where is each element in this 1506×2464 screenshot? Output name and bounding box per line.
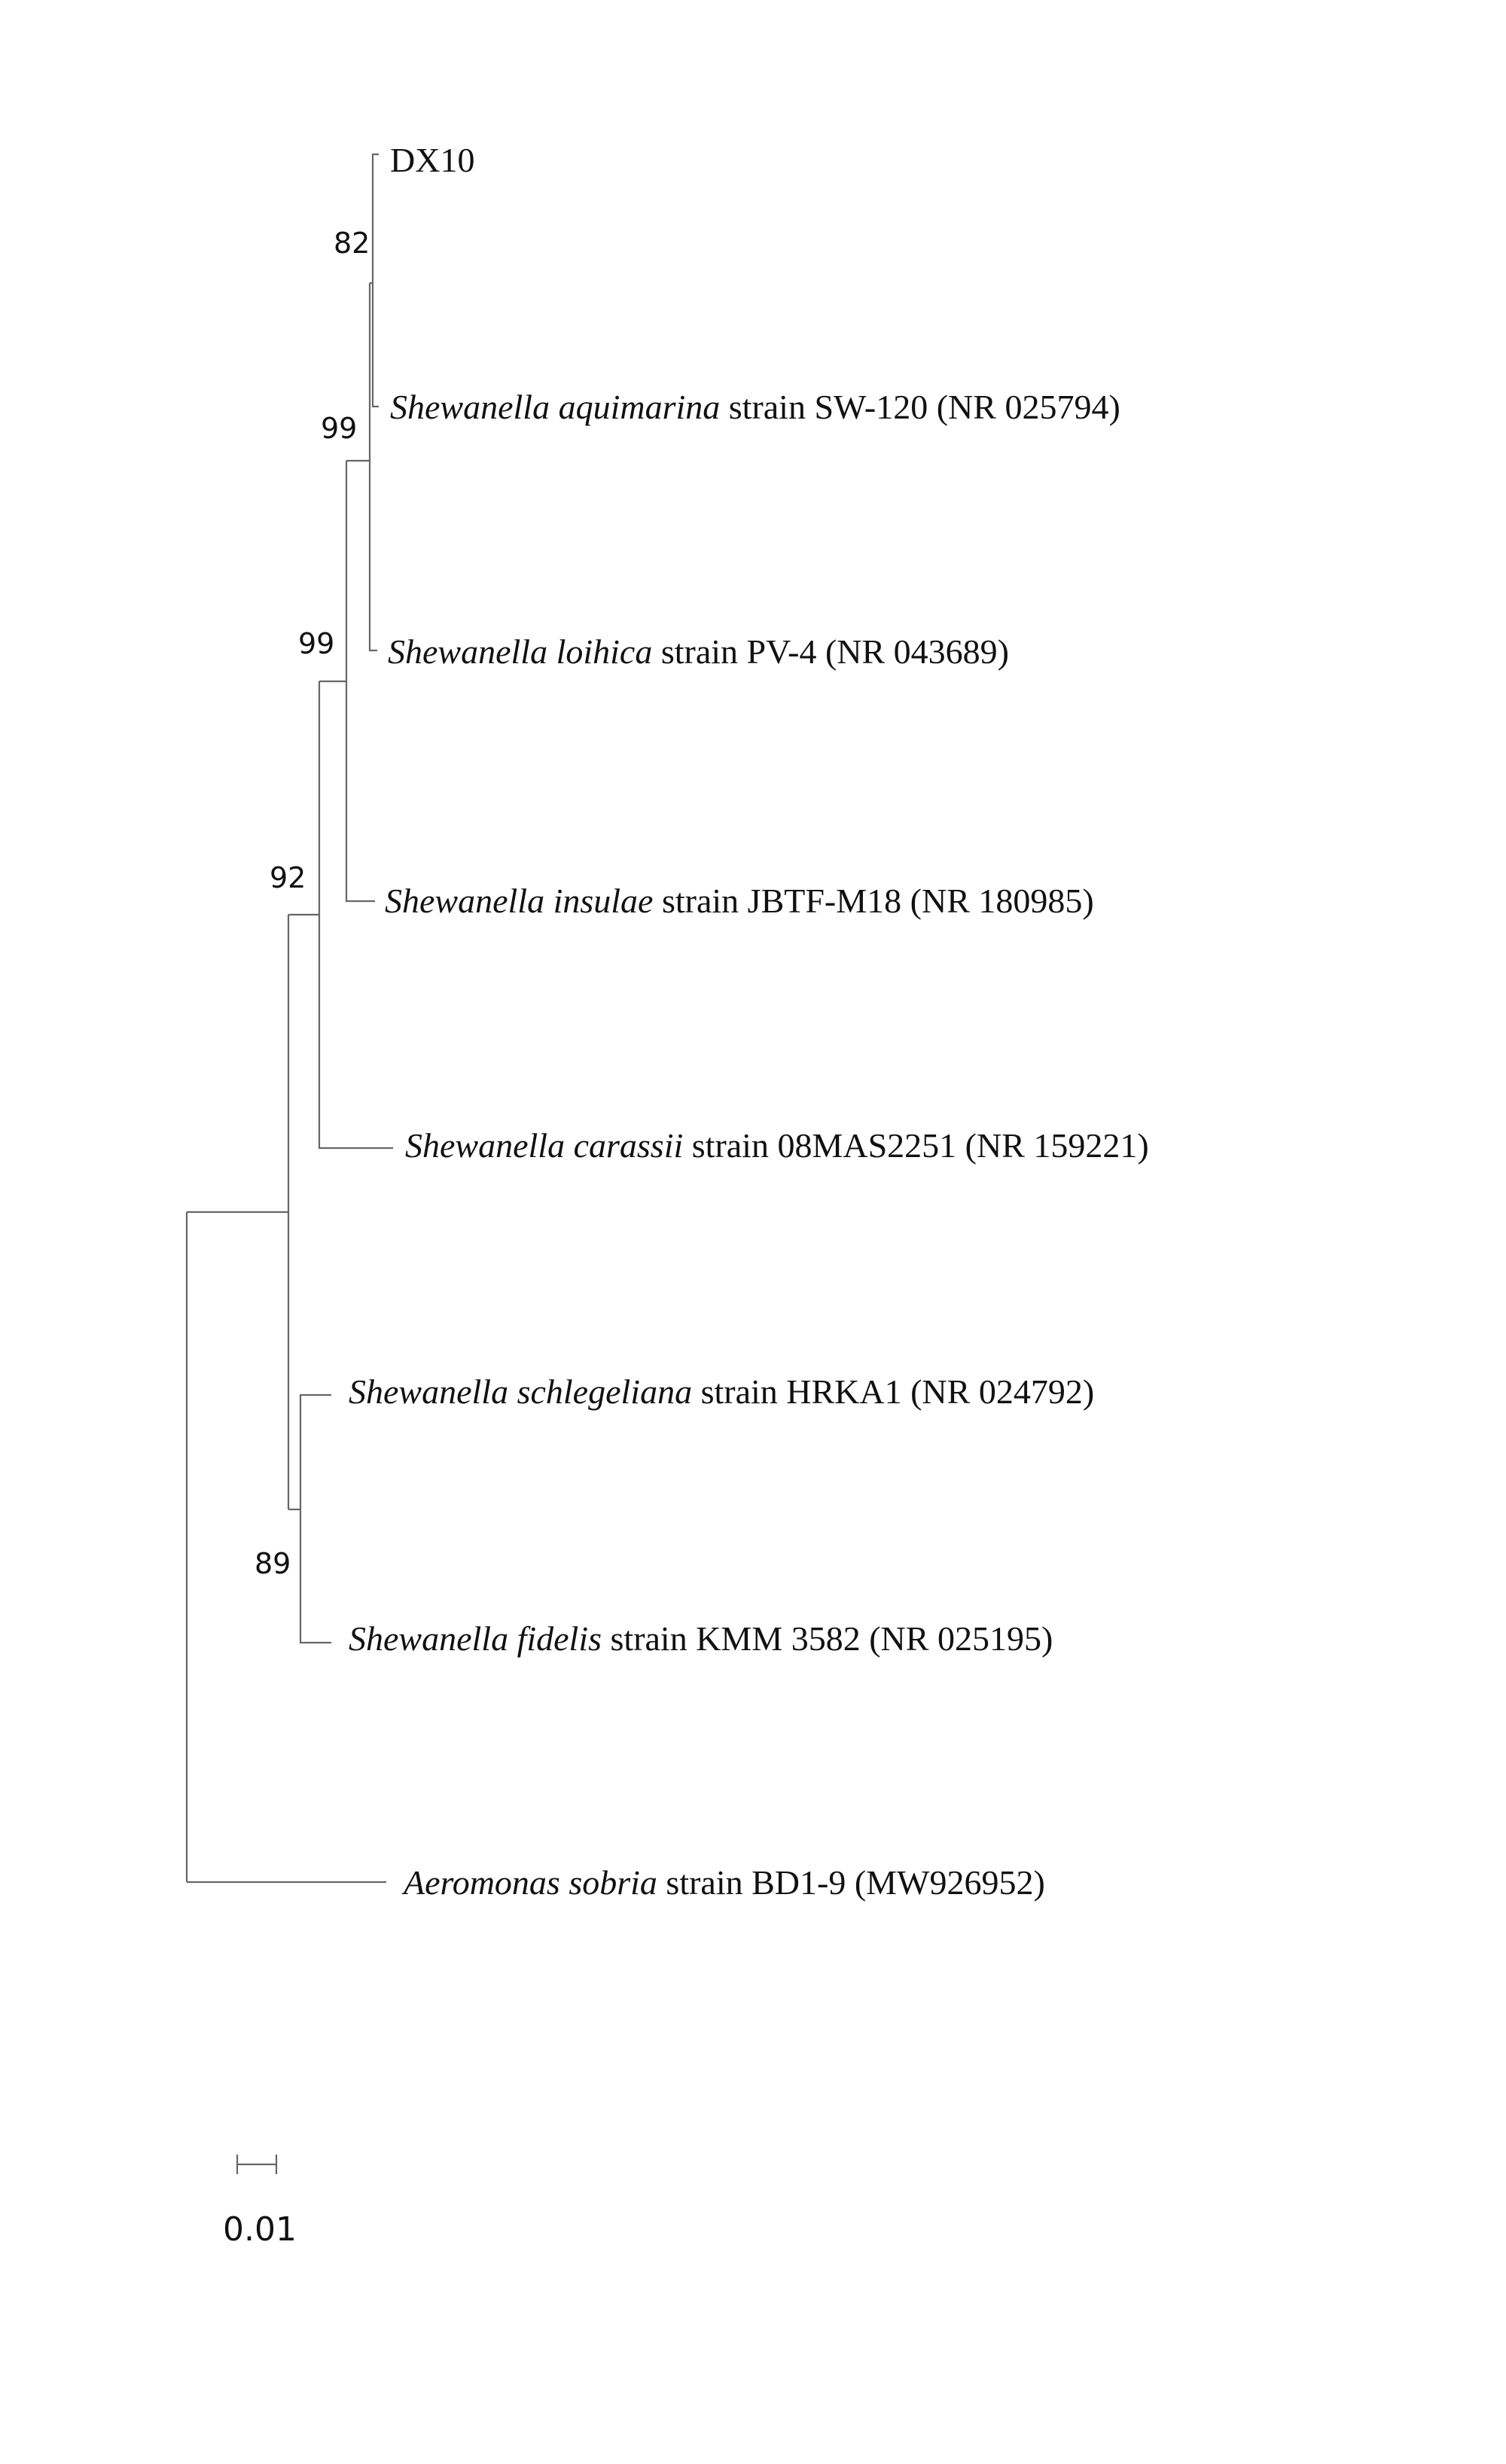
bootstrap-99-b: 99 (298, 627, 335, 660)
taxon-labels (349, 141, 1149, 1902)
bootstrap-92: 92 (270, 861, 306, 894)
branch-insulae (346, 681, 375, 901)
branch-fidelis (300, 1509, 331, 1643)
taxon-aquimarina: Shewanella aquimarina strain SW-120 (NR 025794) (390, 388, 1120, 426)
branch-dx10 (373, 154, 379, 283)
bootstrap-82: 82 (334, 227, 370, 260)
taxon-aeromonas: Aeromonas sobria strain BD1-9 (MW926952) (404, 1863, 1045, 1902)
scale-bar-line (237, 2155, 276, 2174)
taxon-carassii: Shewanella carassii strain 08MAS2251 (NR 159221) (405, 1126, 1149, 1165)
taxon-schlegeliana: Shewanella schlegeliana strain HRKA1 (NR 024792) (349, 1372, 1095, 1411)
branch-schlegeliana (300, 1395, 331, 1509)
taxon-insulae: Shewanella insulae strain JBTF-M18 (NR 180985) (385, 882, 1094, 920)
scale-bar-label: 0.01 (223, 2210, 297, 2249)
taxon-fidelis: Shewanella fidelis strain KMM 3582 (NR 025195) (349, 1619, 1053, 1658)
bootstrap-89: 89 (255, 1547, 291, 1580)
branch-loihica (370, 461, 377, 650)
branch-carassii (319, 915, 393, 1148)
taxon-dx10: DX10 (390, 141, 475, 179)
bootstrap-99-a: 99 (321, 412, 358, 445)
taxon-loihica: Shewanella loihica strain PV-4 (NR 043689) (388, 632, 1009, 671)
scale-bar (223, 2155, 297, 2249)
branch-aquimarina (373, 283, 379, 407)
